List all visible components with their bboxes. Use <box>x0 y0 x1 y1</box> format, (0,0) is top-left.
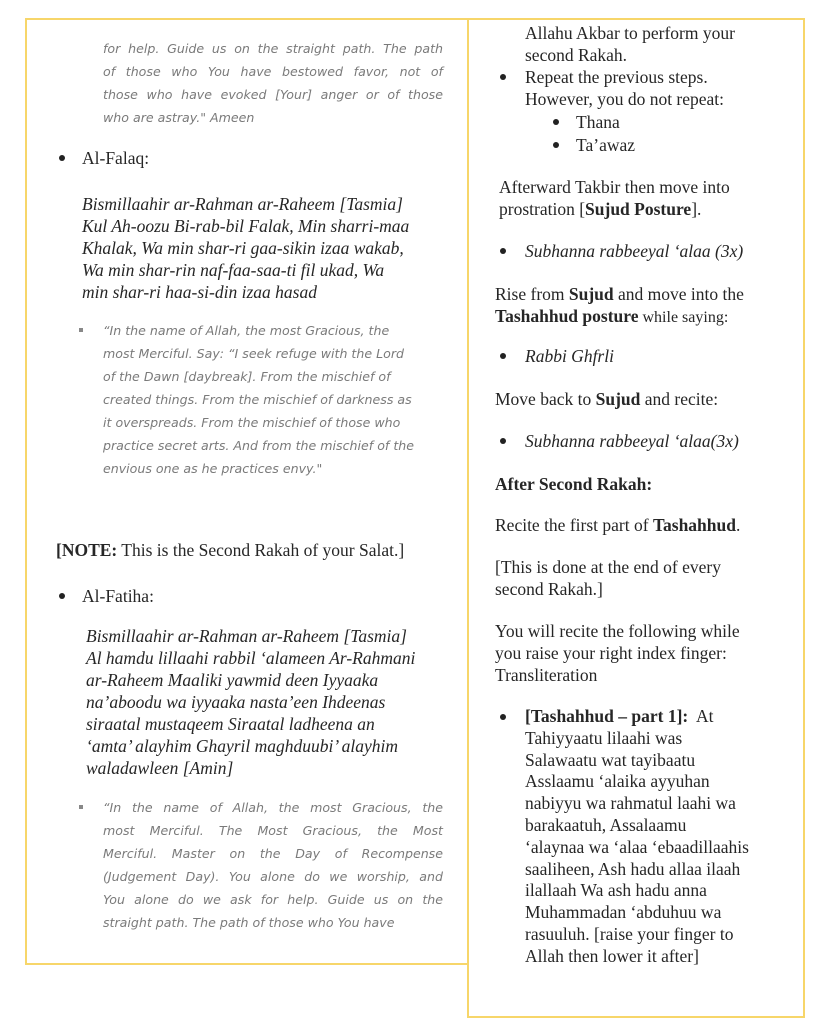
falaq-heading: Al-Falaq: <box>82 148 150 168</box>
second-rakah-note <box>56 539 404 561</box>
text-segment: prostration [ <box>499 199 586 219</box>
text-line: created things. From the mischief of darkness as <box>103 392 412 407</box>
text-line: of those who You have bestowed favor, not of <box>103 64 443 79</box>
takbir-continuation <box>525 22 735 66</box>
text-line: (Judgement Day). You alone do we worship, and <box>103 869 443 884</box>
done-note <box>495 556 721 600</box>
text-line: ar-Raheem Maaliki yawmid deen Iyyaaka <box>86 670 379 690</box>
text-line <box>525 728 749 750</box>
text-line <box>499 176 730 198</box>
text-segment: Muhammadan ‘abduhuu wa <box>525 902 722 923</box>
text-line: Bismillaahir ar-Rahman ar-Raheem [Tasmia] <box>82 194 403 214</box>
text-segment: Afterward Takbir then move into <box>499 177 730 197</box>
sujud-dhikr-1: Subhanna rabbeeyal ‘alaa (3x) <box>525 241 744 261</box>
text-line: Bismillaahir ar-Rahman ar-Raheem [Tasmia] <box>86 626 407 646</box>
text-line: most Merciful. The Most Gracious, the Most <box>103 823 443 838</box>
raise-finger-paragraph <box>495 620 740 686</box>
text-segment: Tashahhud posture <box>495 306 639 326</box>
bullet-icon <box>500 248 506 254</box>
text-line <box>525 793 749 815</box>
square-bullet-icon <box>79 328 83 332</box>
text-segment: . <box>735 515 741 535</box>
text-segment: At <box>688 706 714 726</box>
text-segment: Sujud Posture <box>585 199 692 219</box>
tashahhud-part-1 <box>525 706 749 968</box>
text-segment: Rise from <box>495 284 569 304</box>
text-line <box>525 837 749 859</box>
text-line <box>56 539 404 561</box>
text-line: practice secret arts. And from the mischief of the <box>103 438 415 453</box>
repeat-steps <box>525 66 724 110</box>
text-line: Allahu Akbar to perform your <box>525 23 735 43</box>
text-line: those who have evoked [Your] anger or of those <box>103 87 443 102</box>
bullet-icon <box>553 142 559 148</box>
text-line: it overspreads. From the mischief of those who <box>103 415 401 430</box>
text-line <box>495 283 744 305</box>
text-segment: rasuuluh. <box>525 923 590 944</box>
text-segment: and recite: <box>640 389 719 409</box>
text-line: You will recite the following while <box>495 621 740 641</box>
falaq-translation <box>103 319 414 480</box>
sujud-dhikr-2: Subhanna rabbeeyal ‘alaa(3x) <box>525 431 739 451</box>
text-line: However, you do not repeat: <box>525 89 725 109</box>
text-segment: ]. <box>691 199 702 219</box>
text-segment: This is the Second Rakah of your Salat.] <box>117 540 405 560</box>
text-line: Al hamdu lillaahi rabbil ‘alameen Ar-Rahmani <box>86 648 416 668</box>
text-line <box>525 924 749 946</box>
text-line: second Rakah. <box>525 45 628 65</box>
bullet-icon <box>500 74 506 80</box>
text-segment: Tahiyyaatu lilaahi was <box>525 727 683 748</box>
text-line: Khalak, Wa min shar-ri gaa-sikin izaa wakab, <box>82 238 404 258</box>
text-line: Repeat the previous steps. <box>525 67 708 87</box>
text-line <box>525 771 749 793</box>
text-line <box>495 388 718 410</box>
recite-first-paragraph <box>495 514 740 536</box>
text-line: [This is done at the end of every <box>495 557 721 577</box>
text-line <box>525 902 749 924</box>
text-line: waladawleen [Amin] <box>86 758 234 778</box>
falaq-transliteration <box>82 193 409 303</box>
text-segment: Sujud <box>595 389 641 409</box>
bullet-icon <box>500 714 506 720</box>
text-line <box>525 946 749 968</box>
text-segment: Allah then lower it after] <box>525 945 699 966</box>
text-line <box>525 815 749 837</box>
text-segment: Asslaamu ‘alaika ayyuhan <box>525 771 710 792</box>
fatiha-translation-end <box>103 37 443 129</box>
text-line: straight path. The path of those who You have <box>103 915 395 930</box>
text-line: Kul Ah-oozu Bi-rab-bil Falak, Min sharri-maa <box>82 216 410 236</box>
move-back-paragraph <box>495 388 718 410</box>
text-line <box>525 750 749 772</box>
text-segment: Recite the first part of <box>495 515 653 535</box>
text-segment: and move into the <box>613 284 744 304</box>
text-line: second Rakah.] <box>495 579 603 599</box>
text-line <box>525 859 749 881</box>
fatiha-transliteration <box>86 625 415 779</box>
rabbi-ghfrli: Rabbi Ghfrli <box>525 346 614 366</box>
text-line: siraatal mustaqeem Siraatal ladheena an <box>86 714 375 734</box>
text-line: na’aboodu wa iyyaaka nasta’een Ihdeenas <box>86 692 386 712</box>
bullet-icon <box>59 593 65 599</box>
text-segment: [raise your finger to <box>589 923 734 944</box>
text-line: of the Dawn [daybreak]. From the mischief of <box>103 369 391 384</box>
bullet-icon <box>500 438 506 444</box>
text-segment: Move back to <box>495 389 596 409</box>
text-line: you raise your right index finger: <box>495 643 727 663</box>
text-line: “In the name of Allah, the most Gracious, the <box>103 323 390 338</box>
text-line <box>525 880 749 902</box>
fatiha-translation <box>103 796 443 934</box>
fatiha-heading: Al-Fatiha: <box>82 586 154 606</box>
text-line: Thana <box>576 112 620 132</box>
text-line: Wa min shar-rin naf-faa-saa-ti fil ukad, Wa <box>82 260 385 280</box>
text-line: Transliteration <box>495 665 598 685</box>
text-segment: Sujud <box>568 284 614 304</box>
text-segment: [NOTE: <box>56 540 118 560</box>
text-line: Ta’awaz <box>576 135 636 155</box>
text-segment: while saying: <box>638 309 729 326</box>
after-second-rakah-heading: After Second Rakah: <box>495 474 653 494</box>
text-segment: ilallaah Wa ash hadu anna <box>525 880 707 901</box>
bullet-icon <box>59 155 65 161</box>
text-line: most Merciful. Say: “I seek refuge with the Lord <box>103 346 404 361</box>
text-line: “In the name of Allah, the most Gracious, the <box>103 800 443 815</box>
rise-paragraph <box>495 283 744 329</box>
text-segment: [Tashahhud – part 1]: <box>525 706 689 726</box>
text-line: for help. Guide us on the straight path. The path <box>103 41 443 56</box>
not-repeat-list <box>576 111 635 157</box>
bullet-icon <box>553 119 559 125</box>
square-bullet-icon <box>79 805 83 809</box>
text-line: Merciful. Master on the Day of Recompense <box>103 846 443 861</box>
bullet-icon <box>500 353 506 359</box>
text-line: ‘amta’ alayhim Ghayril maghduubi’ alayhim <box>86 736 399 756</box>
afterward-paragraph <box>499 176 730 220</box>
text-segment: Salawaatu wat tayibaatu <box>525 749 696 770</box>
text-segment: saaliheen, Ash hadu allaa ilaah <box>525 858 741 879</box>
text-line: You alone do we ask for help. Guide us on the <box>103 892 443 907</box>
text-segment: nabiyyu wa rahmatul laahi wa <box>525 793 736 814</box>
text-line: envious one as he practices envy." <box>103 461 323 476</box>
text-line <box>495 514 740 536</box>
text-line <box>499 198 730 220</box>
text-line <box>495 305 744 329</box>
text-segment: Tashahhud <box>652 515 736 535</box>
text-segment: ‘alaynaa wa ‘alaa ‘ebaadillaahis <box>525 836 749 857</box>
text-line: who are astray." Ameen <box>103 110 255 125</box>
text-line <box>525 706 749 728</box>
text-segment: barakaatuh, Assalaamu <box>525 814 687 835</box>
text-line: min shar-ri haa-si-din izaa hasad <box>82 282 317 302</box>
